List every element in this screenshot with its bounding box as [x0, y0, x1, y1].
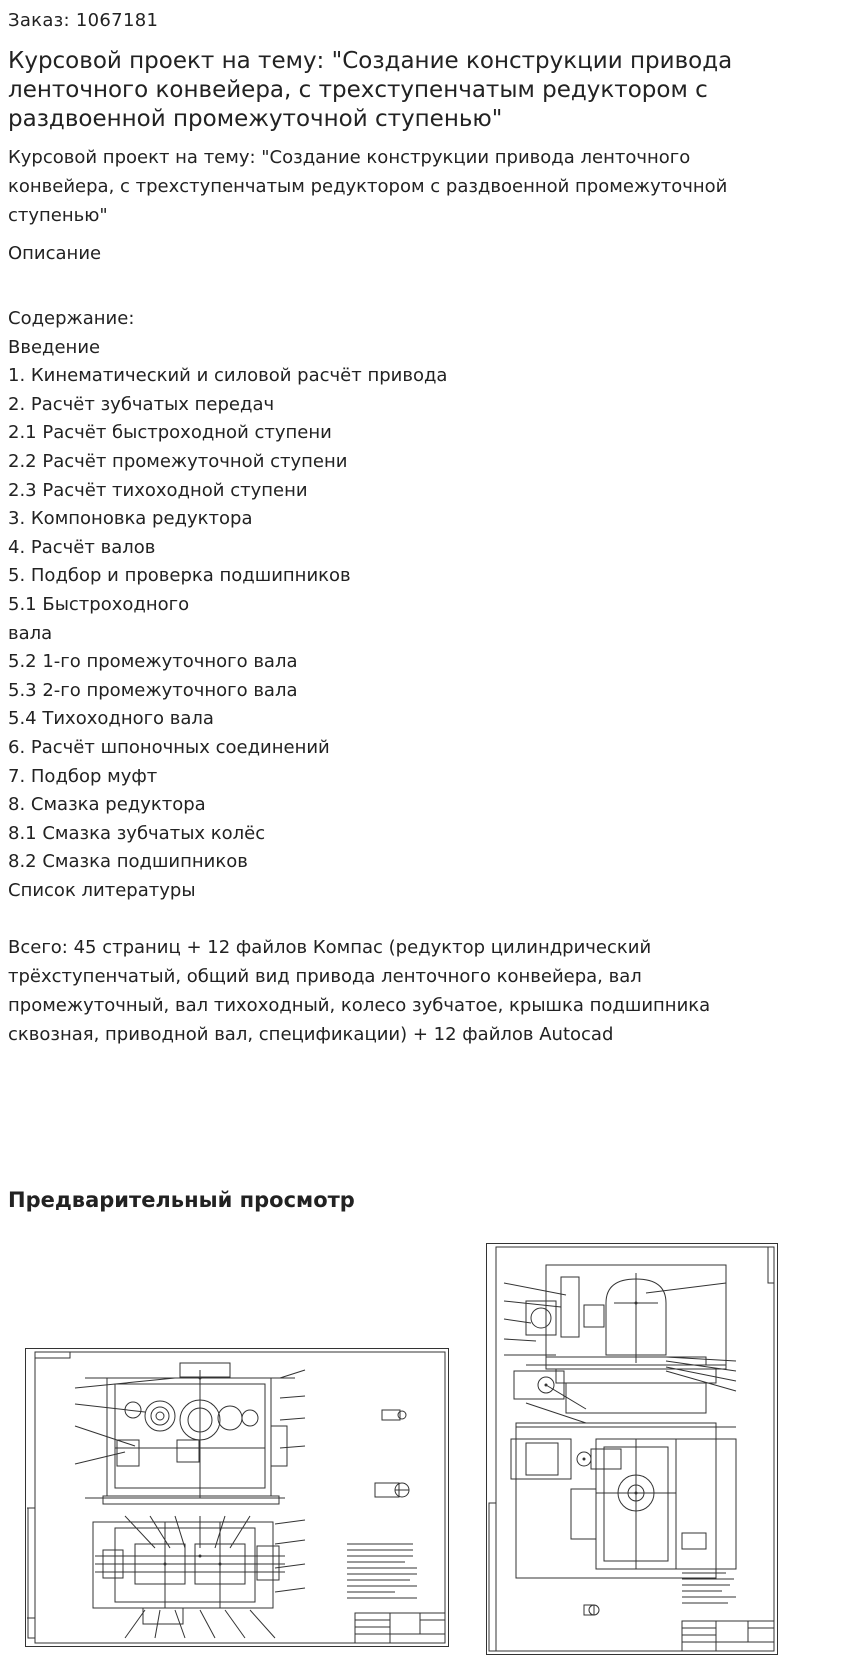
order-number: Заказ: 1067181 — [8, 10, 159, 31]
page-title: Курсовой проект на тему: "Создание конструкции привода ленточного конвейера, с трехступенчатым редуктором с раздвоенной промежуточной ступенью" — [8, 48, 733, 132]
preview-heading: Предварительный просмотр — [8, 1188, 355, 1212]
contents-line: 1. Кинематический и силовой расчёт привода — [8, 365, 448, 387]
contents-line: 5.4 Тихоходного вала — [8, 708, 214, 730]
contents-line: 6. Расчёт шпоночных соединений — [8, 736, 330, 758]
contents-line: Содержание: — [8, 308, 135, 329]
preview-image-gearbox-drawing[interactable] — [25, 1348, 449, 1647]
preview-image-conveyor-drive-drawing[interactable] — [486, 1243, 778, 1655]
total-summary: Всего: 45 страниц + 12 файлов Компас (редуктор цилиндрический трёхступенчатый, общий вид привода ленточного конвейера, вал промежуточный, вал тихоходный, колесо зубчатое, крышка подшипника сквозная, приводной вал, спецификации) + 12 файлов Autocad — [8, 937, 711, 1045]
contents-line: 2. Расчёт зубчатых передач — [8, 393, 275, 415]
contents-line: 7. Подбор муфт — [8, 765, 158, 787]
contents-line: Введение — [8, 336, 101, 358]
contents-line: 8.1 Смазка зубчатых колёс — [8, 822, 266, 844]
contents-line: 2.2 Расчёт промежуточной ступени — [8, 450, 348, 472]
contents-line: 3. Компоновка редуктора — [8, 508, 253, 530]
contents-line: 2.3 Расчёт тихоходной ступени — [8, 479, 308, 501]
contents-line: вала — [8, 622, 53, 644]
table-of-contents — [8, 305, 798, 905]
description-label: Описание — [8, 243, 102, 264]
contents-line: 8.2 Смазка подшипников — [8, 851, 248, 873]
contents-line: 2.1 Расчёт быстроходной ступени — [8, 422, 332, 444]
contents-line: 8. Смазка редуктора — [8, 794, 206, 816]
contents-line: 5.3 2-го промежуточного вала — [8, 679, 298, 701]
contents-line: 5.2 1-го промежуточного вала — [8, 651, 298, 673]
contents-line: 5.1 Быстроходного — [8, 593, 190, 615]
contents-line: Список литературы — [8, 879, 196, 901]
contents-line: 5. Подбор и проверка подшипников — [8, 565, 351, 587]
project-subtitle: Курсовой проект на тему: "Создание конструкции привода ленточного конвейера, с трехступенчатым редуктором с раздвоенной промежуточной ступенью" — [8, 147, 728, 226]
contents-line: 4. Расчёт валов — [8, 536, 156, 558]
